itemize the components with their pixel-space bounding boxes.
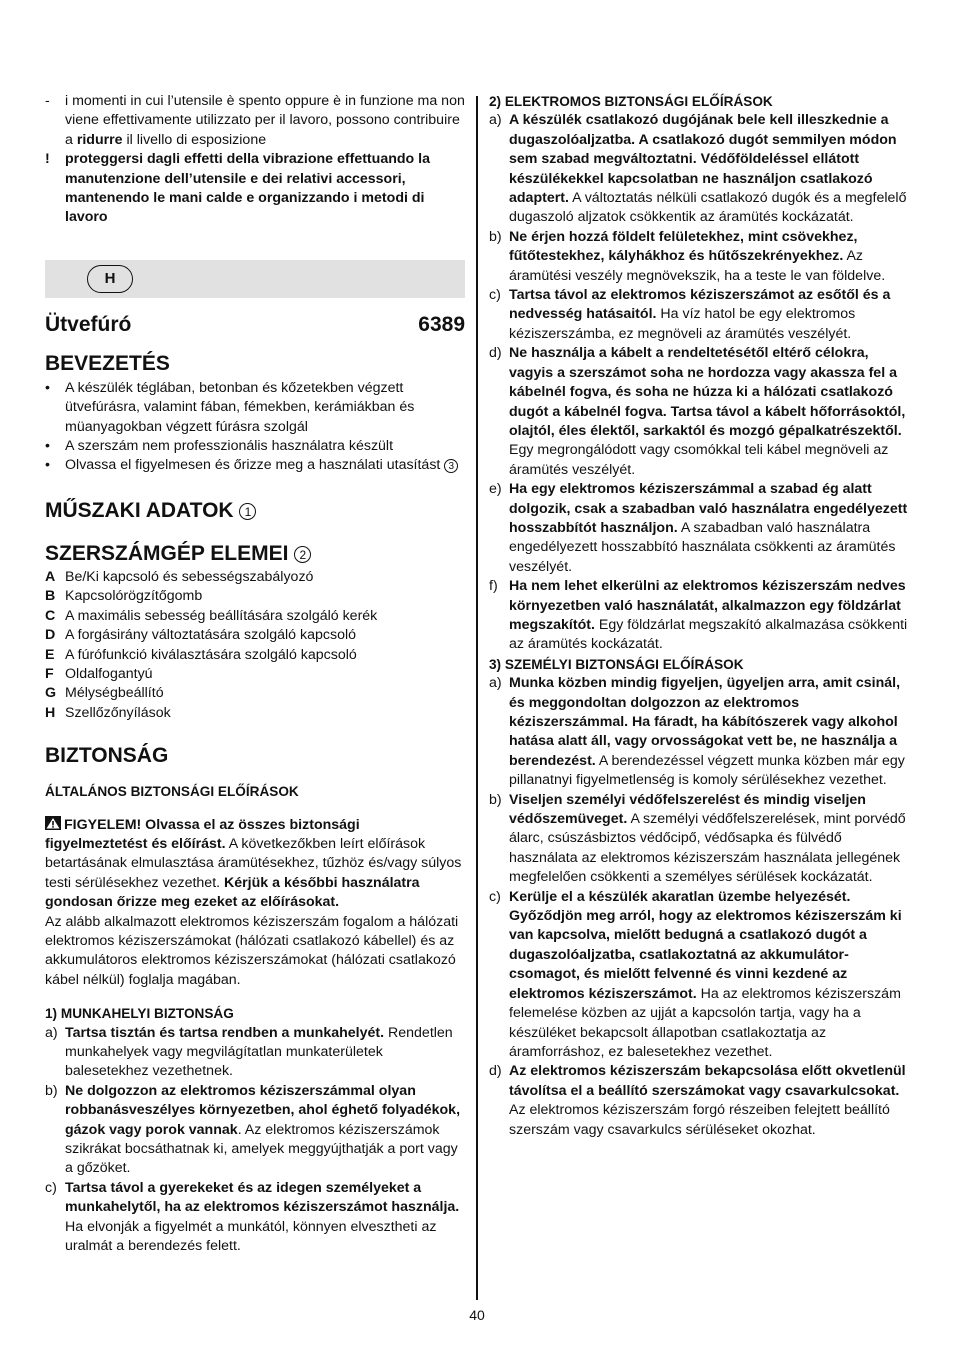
work-area-item (45, 1082, 465, 1179)
parts-text: A forgásirány változtatására szolgáló kapcsoló (65, 627, 357, 644)
item-marker: c) (489, 287, 501, 304)
left-column (45, 92, 465, 1256)
electrical-item (489, 286, 909, 344)
item-marker: b) (489, 228, 502, 245)
parts-letter: A (45, 568, 56, 585)
language-bar (45, 260, 465, 298)
parts-letter: F (45, 665, 54, 682)
figure-ref-badge: 1 (239, 503, 256, 520)
product-name: Ütvefúró (45, 312, 132, 336)
item-bold: Munka közben mindig figyeljen, ügyeljen arra, amit csinál, és meggondoltan dolgozzon az elektromos kéziszerszámmal. Ha fáradt, ha kábítószerek vagy alkohol hatása alatt áll, vagy orvosságokat vett be, ne használja a berendezést. (509, 675, 901, 769)
item-marker: c) (45, 1179, 57, 1196)
dash-text-before: i momenti in cui l’utensile è spento oppure è in funzione ma non viene effettivamente utilizzato per il lavoro, possono contribuire a (65, 93, 465, 148)
parts-text: Mélységbeállító (65, 685, 164, 702)
italian-dash-item (45, 92, 465, 150)
personal-heading: 3) SZEMÉLYI BIZTONSÁGI ELŐÍRÁSOK (489, 656, 744, 672)
parts-text: A maximális sebesség beállítására szolgáló kerék (65, 607, 378, 624)
parts-letter: G (45, 685, 57, 702)
item-bold: Ha nem lehet elkerülni az elektromos kéziszerszám nedves környezetben való használatát, alkalmazzon egy földzárlat megszakítót. (509, 578, 906, 633)
parts-item (45, 646, 465, 665)
item-text: Rendetlen munkahelyek vagy megvilágítatlan munkaterületek balesetekhez vezethetnek. (65, 1024, 453, 1080)
personal-item (489, 674, 909, 790)
italian-excl-item (45, 150, 465, 228)
figure-ref-badge: 3 (444, 459, 458, 473)
item-marker: e) (489, 481, 502, 498)
item-marker: d) (489, 345, 502, 362)
item-text: Ha az elektromos kéziszerszám felemelése közben az ujját a kapcsolón tartja, vagy ha a készüléket bekapcsolt állapotban csatlakoztatja az áramforráshoz, ez balesetekhez vezethet. (509, 985, 901, 1060)
personal-item (489, 791, 909, 888)
item-text: Ha víz hatol be egy elektromos kéziszerszámba, ez megnöveli az áramütés veszélyét. (509, 306, 856, 342)
parts-item (45, 665, 465, 684)
item-marker: c) (489, 888, 501, 905)
parts-text: Kapcsolórögzítőgomb (65, 588, 203, 605)
warning-triangle-icon (45, 816, 61, 830)
figure-ref-badge: 2 (294, 546, 311, 563)
parts-heading (45, 541, 465, 567)
item-marker: a) (489, 112, 502, 129)
parts-item (45, 607, 465, 626)
work-area-heading: 1) MUNKAHELYI BIZTONSÁG (45, 1006, 234, 1022)
work-area-list (45, 1024, 465, 1257)
personal-list (489, 674, 909, 1140)
intro-bullet-text: A szerszám nem professzionális használatra készült (65, 438, 394, 455)
electrical-item (489, 480, 909, 577)
item-marker: a) (45, 1024, 58, 1041)
dash-marker: - (45, 93, 50, 109)
tech-heading-text: MŰSZAKI ADATOK (45, 498, 234, 522)
warning-bold-2: Kérjük a későbbi használatra gondosan őrizze meg ezeket az előírásokat. (45, 874, 420, 911)
item-text: A szabadban való használatra engedélyezett hosszabbító használata csökkenti az áramütés veszélyét. (509, 519, 896, 575)
parts-text: Szellőzőnyílások (65, 704, 171, 721)
item-bold: Ne használja a kábelt a rendeltetésétől eltérő célokra, vagyis a szerszámot soha ne hordozza vagy akassza fel a kábelnél fogva, és soha ne húzza ki a hálózati csatlakozó dugót a kábelnél fogva. Tartsa távol a kábelt hőforrásoktól, olajtól, éles élektől, sarkaktól és mozgó gépalkatrészektől. (509, 345, 906, 439)
item-text: A személyi védőfelszerelések, mint porvédő álarc, csúszásbiztos védőcipő, védősapka és fülvédő használata az elektromos kéziszerszám használata jellegének megfelelően csökkenti a személyes sérülések kockázatát. (509, 811, 906, 886)
intro-bullet-text: A készülék téglában, betonban és kőzetekben végzett ütvefúrásra, valamint fában, fémekben, kerámiákban és müanyagokban végzett fúrásra szolgál (65, 379, 415, 435)
item-bold: Az elektromos kéziszerszám bekapcsolása előtt okvetlenül távolítsa el a beállító szerszámokat vagy csavarkulcsokat. (509, 1063, 906, 1099)
item-bold: Tartsa távol az elektromos kéziszerszámot az esőtől és a nedvesség hatásaitól. (509, 287, 891, 323)
warning-bold-1: FIGYELEM! Olvassa el az összes biztonsági figyelmeztetést és előírást. (45, 816, 360, 852)
intro-bullet: • Olvassa el figyelmesen és őrizze meg a használati utasítást 3 (45, 456, 465, 475)
item-text: A változtatás nélküli csatlakozó dugók és a megfelelő dugaszoló aljzatok csökkentik az áramütés kockázatát. (509, 190, 907, 226)
personal-item (489, 1062, 909, 1140)
parts-heading-text: SZERSZÁMGÉP ELEMEI (45, 541, 289, 565)
excl-marker: ! (45, 151, 50, 168)
electrical-item (489, 577, 909, 655)
item-marker: b) (489, 791, 502, 808)
intro-bullet-text: Olvassa el figyelmesen és őrizze meg a használati utasítást (65, 457, 441, 474)
item-bold: Tartsa tisztán és tartsa rendben a munkahelyét. (65, 1024, 385, 1041)
parts-list (45, 568, 465, 723)
item-bold: Ne dolgozzon az elektromos kéziszerszámmal olyan robbanásveszélyes környezetben, ahol éghető folyadékok, gázok vagy porok vannak (65, 1082, 461, 1138)
warning-paragraph (45, 816, 465, 913)
item-text: Egy megrongálódott vagy csomókkal teli kábel megnöveli az áramütés veszélyét. (509, 442, 889, 478)
item-bold: A készülék csatlakozó dugójának bele kell illeszkednie a dugaszolóaljzatba. A csatlakozó dugót semmilyen módon sem szabad megváltoztatni. Védőföldeléssel ellátott készülékekkel kapcsolatban ne használjon csatlakozó adaptert. (509, 112, 897, 207)
item-bold: Kerülje el a készülék akaratlan üzembe helyezését. Győződjön meg arról, hogy az elektromos kéziszerszám ki van kapcsolva, mielőtt bedugná a csatlakozó dugót a dugaszolóaljzatba, csatlakoztatná az akkumulátor-csomagot, és mielőtt felvenné és vinni kezdené az elektromos kéziszerszámot. (509, 888, 902, 1002)
product-title-row (45, 312, 465, 338)
right-column (489, 92, 909, 1140)
electrical-item (489, 344, 909, 480)
personal-item (489, 888, 909, 1063)
work-area-item (45, 1024, 465, 1082)
language-badge: H (87, 265, 133, 293)
item-text: A berendezéssel végzett munka közben már egy pillanatnyi figyelmetlenség is komoly sérülésekhez vezethet. (509, 752, 905, 789)
parts-item (45, 568, 465, 587)
tech-heading (45, 498, 465, 524)
parts-text: Be/Ki kapcsoló és sebességszabályozó (65, 568, 314, 585)
item-text: Ha elvonják a figyelmét a munkától, könnyen elvesztheti az uralmát a berendezés felett. (65, 1218, 437, 1255)
electrical-list (489, 111, 909, 654)
scope-paragraph: Az alább alkalmazott elektromos kéziszerszám fogalom a hálózati elektromos kéziszerszámokat (hálózati csatlakozó kábellel) és az akkumulátoros elektromos kéziszerszámokat (hálózati csatlakozó kábel nélkül) foglalja magában. (45, 913, 459, 988)
warning-text-1: A következőkben leírt előírások betartásának elmulasztása áramütésekhez, tűzhöz és/vagy súlyos testi sérülésekhez vezethet. (45, 835, 462, 891)
dash-text-after: il livello di esposizione (122, 131, 267, 148)
item-text: . Az elektromos kéziszerszámok szikrákat bocsáthatnak ki, amelyek meggyújthatják a port vagy a gőzöket. (65, 1121, 458, 1177)
parts-letter: E (45, 646, 55, 663)
item-bold: Ha egy elektromos kéziszerszámmal a szabad ég alatt dolgozik, csak a szabadban való használatra engedélyezett hosszabbítót használjon. (509, 481, 908, 536)
item-text: Az elektromos kéziszerszám forgó részeiben felejtett beállító szerszám vagy csavarkulcs sérüléseket okozhat. (509, 1102, 890, 1138)
general-safety-heading: ÁLTALÁNOS BIZTONSÁGI ELŐÍRÁSOK (45, 784, 299, 800)
safety-heading: BIZTONSÁG (45, 744, 169, 768)
parts-letter: B (45, 588, 56, 605)
parts-text: A fúrófunkció kiválasztására szolgáló kapcsoló (65, 646, 357, 663)
item-bold: Viseljen személyi védőfelszerelést és mindig viseljen védőszemüveget. (509, 791, 866, 828)
electrical-item (489, 111, 909, 227)
item-marker: b) (45, 1082, 58, 1099)
parts-letter: H (45, 704, 56, 721)
intro-heading: BEVEZETÉS (45, 351, 170, 375)
item-text: Az áramütési veszély megnövekszik, ha a teste le van földelve. (509, 248, 886, 284)
parts-item (45, 587, 465, 606)
electrical-item (489, 228, 909, 286)
item-marker: a) (489, 675, 502, 692)
excl-text: proteggersi dagli effetti della vibrazione effettuando la manutenzione dell’utensile e dei relativi accessori, mantenendo le mani calde e organizzando i metodi di lavoro (65, 151, 430, 226)
item-bold: Ne érjen hozzá földelt felületekhez, mint csövekhez, fűtőtestekhez, kályhákhoz és hűtőszekrényekhez. (509, 228, 858, 265)
parts-item (45, 684, 465, 703)
item-bold: Tartsa távol a gyerekeket és az idegen személyeket a munkahelytől, ha az elektromos kéziszerszámot használja. (65, 1179, 460, 1216)
intro-bullets (45, 379, 465, 476)
item-text: Egy földzárlat megszakító alkalmazása csökkenti az áramütés kockázatát. (509, 616, 908, 653)
parts-text: Oldalfogantyú (65, 665, 153, 682)
parts-item (45, 704, 465, 723)
work-area-item (45, 1179, 465, 1257)
page-number: 40 (469, 1307, 485, 1323)
item-marker: f) (489, 578, 498, 595)
dash-bold: ridurre (76, 131, 123, 148)
parts-letter: C (45, 607, 56, 624)
intro-bullet: • A szerszám nem professzionális használatra készült (45, 438, 394, 455)
parts-item (45, 626, 465, 645)
intro-bullet: • A készülék téglában, betonban és kőzetekben végzett ütvefúrásra, valamint fában, fémekben, kerámiákban és müanyagokban végzett fúrásra szolgál (45, 379, 415, 435)
electrical-heading: 2) ELEKTROMOS BIZTONSÁGI ELŐÍRÁSOK (489, 94, 773, 109)
product-model: 6389 (418, 312, 465, 336)
parts-letter: D (45, 627, 56, 644)
column-divider (476, 96, 478, 1300)
item-marker: d) (489, 1063, 502, 1080)
